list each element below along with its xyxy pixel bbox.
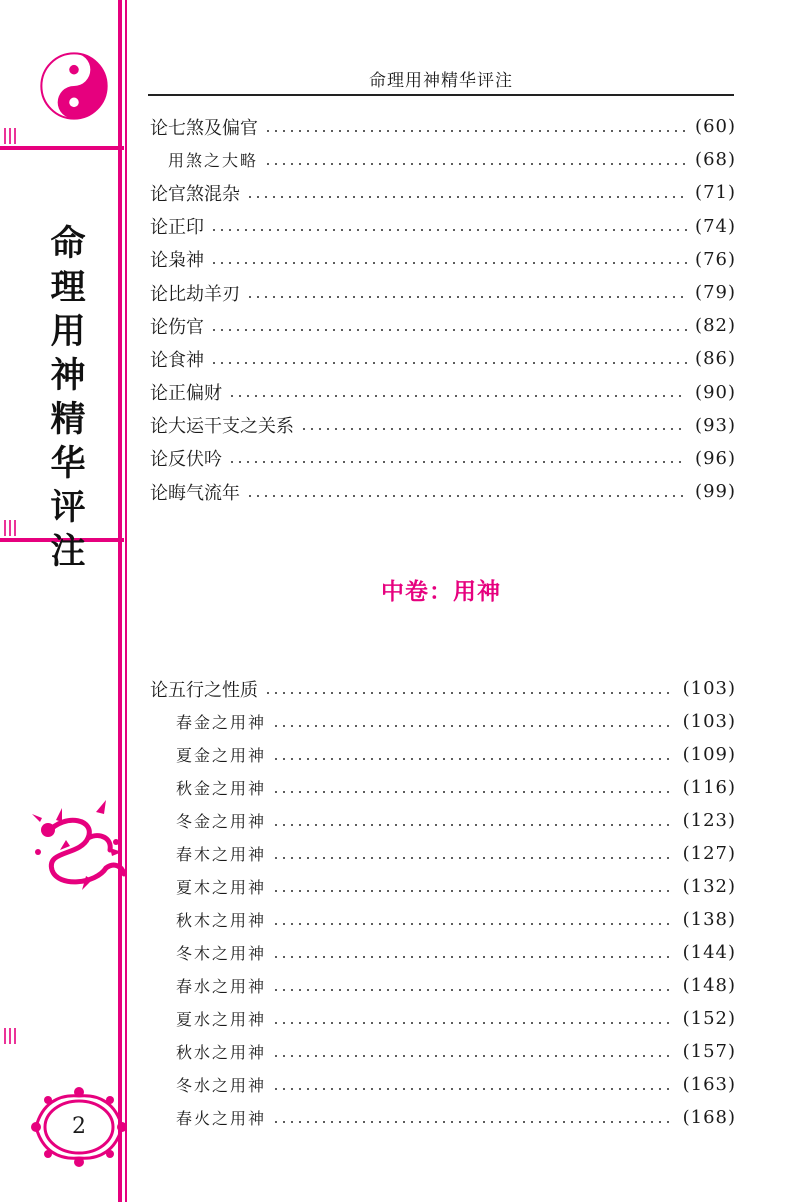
page-number: 2 <box>72 1114 86 1139</box>
toc-entry-title: 论正偏财 <box>150 379 228 405</box>
toc-entry-title: 用煞之大略 <box>150 148 264 171</box>
toc-entry-page: (116) <box>682 777 736 798</box>
toc-entry[interactable] <box>150 243 736 276</box>
toc-subentry[interactable] <box>150 837 736 870</box>
toc-entry[interactable] <box>150 342 736 375</box>
toc-entry-title: 冬木之用神 <box>150 941 272 964</box>
vertical-title-char: 用 <box>50 312 86 352</box>
toc-entry[interactable] <box>150 210 736 243</box>
toc-entry-page: (90) <box>695 381 736 403</box>
dot-leader <box>272 956 675 958</box>
vertical-title-char: 精 <box>50 400 86 440</box>
vertical-title-char: 理 <box>50 268 86 308</box>
dot-leader <box>272 857 675 859</box>
toc-entry-title: 论正印 <box>150 213 210 239</box>
sidebar-dots <box>4 520 18 536</box>
toc-subentry[interactable] <box>150 1101 736 1134</box>
toc-entry-title: 论枭神 <box>150 246 210 272</box>
toc-entry-title: 春水之用神 <box>150 974 272 997</box>
toc-entry-page: (60) <box>695 116 736 138</box>
toc-entry-title: 论食神 <box>150 346 210 372</box>
toc-entry-page: (103) <box>682 711 736 732</box>
dot-leader <box>210 362 687 364</box>
toc-entry-title: 秋水之用神 <box>150 1040 272 1063</box>
dot-leader <box>272 824 675 826</box>
toc-entry-page: (144) <box>682 942 736 963</box>
dot-leader <box>264 130 687 132</box>
dot-leader <box>272 791 675 793</box>
sidebar-border-line <box>118 0 122 1202</box>
vertical-title-char: 评 <box>50 488 86 528</box>
dot-leader <box>210 329 687 331</box>
running-head: 命理用神精华评注 <box>369 71 513 91</box>
sidebar-divider <box>0 146 124 150</box>
dot-leader <box>228 395 687 397</box>
toc-subentry[interactable] <box>150 1002 736 1035</box>
toc-entry[interactable] <box>150 309 736 342</box>
toc-entry-page: (82) <box>695 315 736 337</box>
toc-entry[interactable] <box>150 376 736 409</box>
toc-subentry[interactable] <box>150 804 736 837</box>
toc-entry-page: (79) <box>695 282 736 304</box>
toc-entry-page: (109) <box>682 744 736 765</box>
toc-entry-title: 夏金之用神 <box>150 743 272 766</box>
dot-leader <box>272 725 675 727</box>
toc-entry-page: (123) <box>682 810 736 831</box>
toc-entry-page: (163) <box>682 1074 736 1095</box>
toc-entry-title: 冬金之用神 <box>150 809 272 832</box>
toc-entry-title: 论晦气流年 <box>150 479 246 505</box>
sidebar <box>0 0 128 1202</box>
vertical-title-char: 华 <box>50 444 86 484</box>
toc-subentry[interactable] <box>150 1035 736 1068</box>
toc-entry-title: 春金之用神 <box>150 710 272 733</box>
toc-entry-title: 春火之用神 <box>150 1106 272 1129</box>
dot-leader <box>272 923 675 925</box>
toc-entry-title: 论大运干支之关系 <box>150 412 300 438</box>
toc-subentry[interactable] <box>150 1068 736 1101</box>
toc-entry[interactable] <box>150 672 736 705</box>
toc-subentry[interactable] <box>150 870 736 903</box>
toc-list <box>150 110 736 508</box>
dot-leader <box>210 262 687 264</box>
dragon-icon <box>26 792 136 902</box>
dot-leader <box>264 692 675 694</box>
vertical-book-title <box>38 222 98 574</box>
toc-entry-page: (96) <box>695 447 736 469</box>
toc-entry-page: (74) <box>695 215 736 237</box>
toc-entry-page: (138) <box>682 909 736 930</box>
toc-entry-title: 论伤官 <box>150 313 210 339</box>
toc-entry-title: 秋金之用神 <box>150 776 272 799</box>
taiji-icon <box>40 52 108 120</box>
dot-leader <box>272 758 675 760</box>
toc-entry-title: 论比劫羊刃 <box>150 280 246 306</box>
toc-subentry[interactable] <box>150 143 736 176</box>
toc-entry-title: 夏木之用神 <box>150 875 272 898</box>
toc-entry-title: 春木之用神 <box>150 842 272 865</box>
toc-entry-page: (86) <box>695 348 736 370</box>
dot-leader <box>264 163 687 165</box>
toc-subentry[interactable] <box>150 936 736 969</box>
toc-entry-page: (103) <box>682 678 736 699</box>
sidebar-dots <box>4 1028 18 1044</box>
toc-entry-page: (93) <box>695 414 736 436</box>
dot-leader <box>228 461 687 463</box>
toc-subentry[interactable] <box>150 705 736 738</box>
toc-entry-page: (71) <box>695 182 736 204</box>
header-rule <box>148 94 734 96</box>
dot-leader <box>272 1022 675 1024</box>
toc-entry[interactable] <box>150 276 736 309</box>
dot-leader <box>210 229 687 231</box>
toc-entry[interactable] <box>150 176 736 209</box>
sidebar-border-line <box>125 0 127 1202</box>
toc-entry-page: (152) <box>682 1008 736 1029</box>
dot-leader <box>272 1121 675 1123</box>
toc-list <box>150 672 736 1134</box>
dot-leader <box>246 495 687 497</box>
toc-subentry[interactable] <box>150 969 736 1002</box>
toc-entry-page: (157) <box>682 1041 736 1062</box>
dot-leader <box>246 196 687 198</box>
sidebar-dots <box>4 128 18 144</box>
toc-entry[interactable] <box>150 442 736 475</box>
toc-entry[interactable] <box>150 110 736 143</box>
toc-subentry[interactable] <box>150 771 736 804</box>
toc-entry-page: (168) <box>682 1107 736 1128</box>
toc-entry-page: (132) <box>682 876 736 897</box>
vertical-title-char: 命 <box>50 224 86 264</box>
toc-entry-title: 秋木之用神 <box>150 908 272 931</box>
toc-subentry[interactable] <box>150 738 736 771</box>
toc-entry-title: 论反伏吟 <box>150 445 228 471</box>
vertical-title-char: 注 <box>50 532 86 572</box>
dot-leader <box>300 428 687 430</box>
toc-entry-title: 冬水之用神 <box>150 1073 272 1096</box>
dot-leader <box>272 1055 675 1057</box>
dot-leader <box>246 296 687 298</box>
section-title: 中卷：用神 <box>381 579 501 605</box>
toc-entry-page: (148) <box>682 975 736 996</box>
toc-subentry[interactable] <box>150 903 736 936</box>
toc-entry-title: 论七煞及偏官 <box>150 114 264 140</box>
vertical-title-char: 神 <box>50 356 86 396</box>
toc-entry-page: (127) <box>682 843 736 864</box>
dot-leader <box>272 989 675 991</box>
dot-leader <box>272 1088 675 1090</box>
dot-leader <box>272 890 675 892</box>
toc-entry-page: (76) <box>695 248 736 270</box>
toc-entry-page: (99) <box>695 481 736 503</box>
toc-entry-title: 夏水之用神 <box>150 1007 272 1030</box>
toc-entry-page: (68) <box>695 149 736 171</box>
toc-entry[interactable] <box>150 409 736 442</box>
toc-entry-title: 论五行之性质 <box>150 676 264 702</box>
toc-entry-title: 论官煞混杂 <box>150 180 246 206</box>
toc-entry[interactable] <box>150 475 736 508</box>
